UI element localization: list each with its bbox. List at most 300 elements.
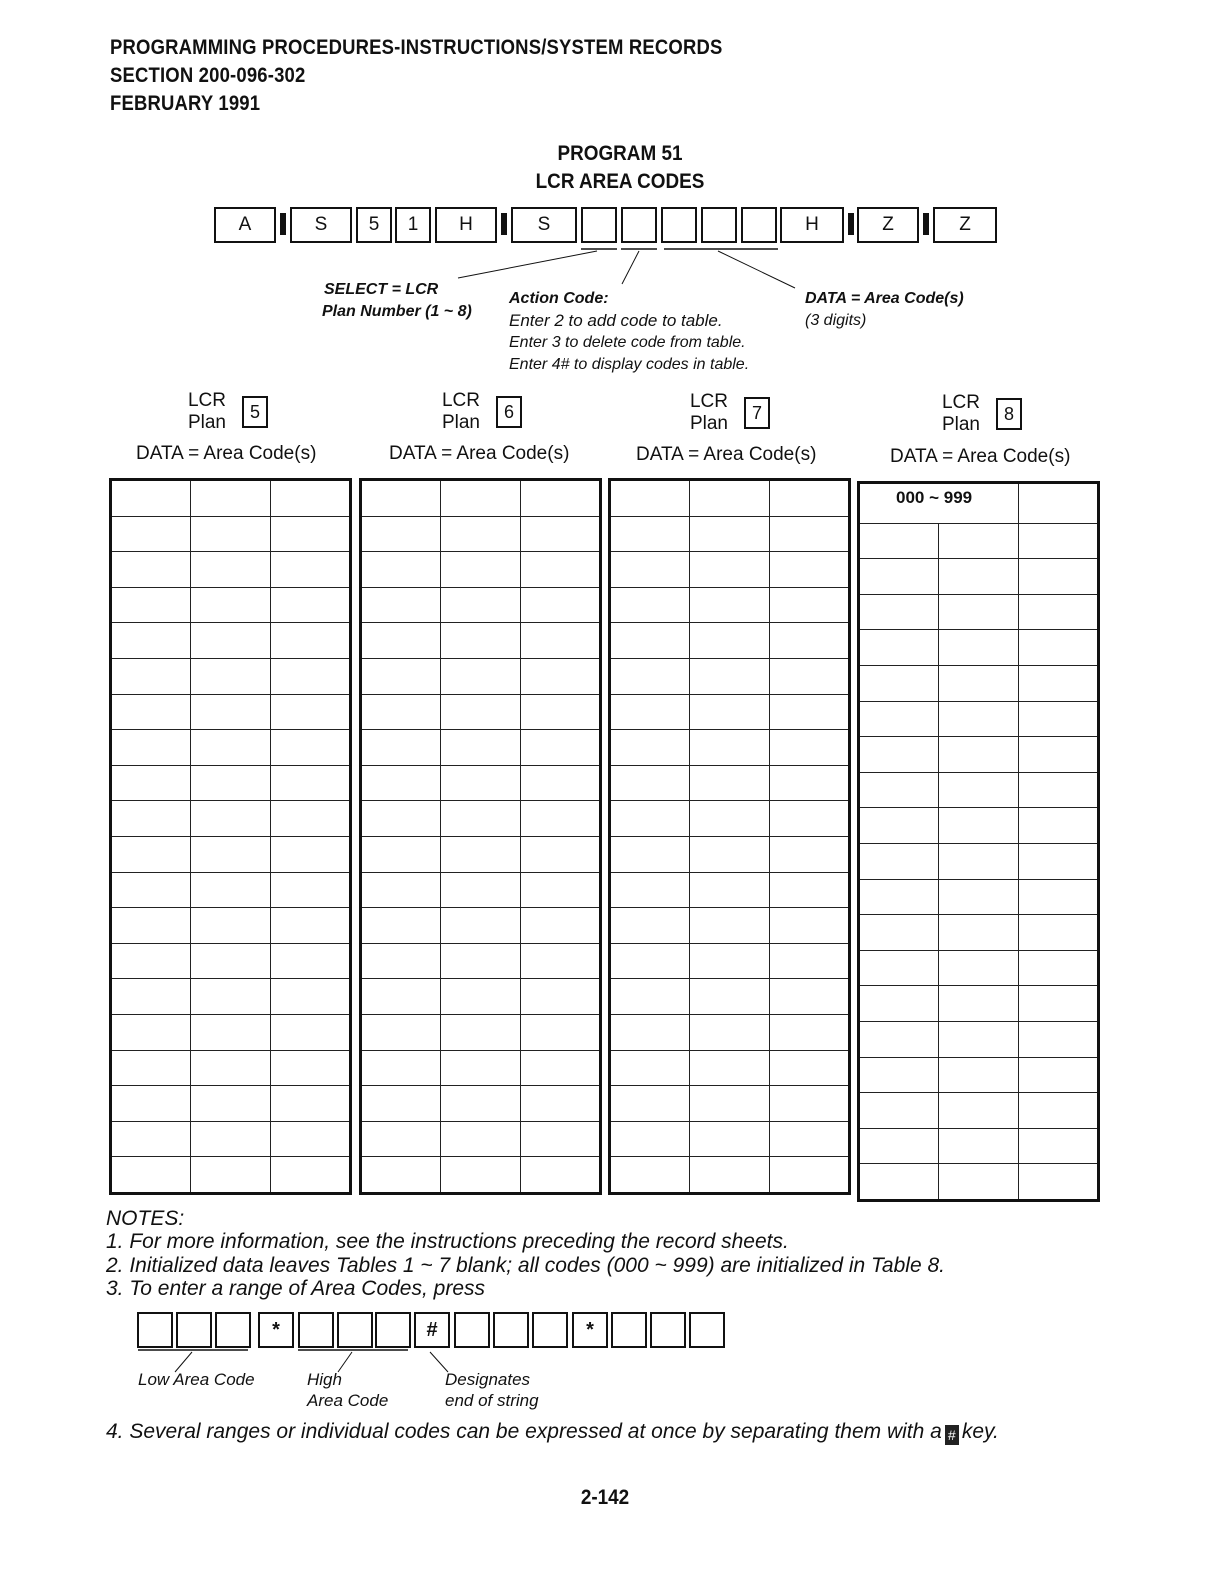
table-cell xyxy=(441,730,521,766)
key-box-h: H xyxy=(435,207,497,243)
table-cell xyxy=(521,1050,601,1086)
program-subtitle: LCR AREA CODES xyxy=(535,170,705,193)
table-cell xyxy=(111,1014,191,1050)
table-cell xyxy=(271,623,351,659)
table-cell xyxy=(610,1157,690,1194)
table-cell xyxy=(690,1157,770,1194)
digit-key-box xyxy=(137,1312,173,1348)
table-cell xyxy=(690,694,770,730)
table-cell xyxy=(1019,1093,1099,1129)
table-cell xyxy=(361,694,441,730)
table-cell xyxy=(441,658,521,694)
plan-plan-text: Plan xyxy=(689,413,728,434)
plan-label xyxy=(424,390,480,434)
table-cell xyxy=(521,943,601,979)
table-cell xyxy=(939,879,1019,915)
data-label-sub: (3 digits) xyxy=(805,312,867,329)
area-code-table-plan-7 xyxy=(608,478,851,1195)
table-cell xyxy=(361,658,441,694)
table-cell xyxy=(690,1014,770,1050)
plan-data-header: DATA = Area Code(s) xyxy=(136,443,317,464)
table-row xyxy=(111,801,351,837)
table-cell xyxy=(1019,1021,1099,1057)
table-cell xyxy=(1019,630,1099,666)
area-code-table-plan-8 xyxy=(857,481,1100,1202)
table-cell xyxy=(939,1164,1019,1201)
note-4 xyxy=(106,1420,999,1445)
table-row xyxy=(111,765,351,801)
table-row xyxy=(859,915,1099,951)
table-row xyxy=(361,480,601,517)
table-cell xyxy=(610,730,690,766)
table-cell xyxy=(1019,523,1099,559)
table-row xyxy=(111,1157,351,1194)
table-row xyxy=(859,630,1099,666)
table-cell xyxy=(859,843,939,879)
table-cell xyxy=(521,1086,601,1122)
table-cell xyxy=(770,836,850,872)
table-cell xyxy=(939,772,1019,808)
table-cell xyxy=(191,694,271,730)
table-cell xyxy=(111,658,191,694)
table-row xyxy=(111,480,351,517)
table-row xyxy=(859,1021,1099,1057)
table-row xyxy=(859,950,1099,986)
table-cell xyxy=(441,943,521,979)
key-box-s: S xyxy=(290,207,352,243)
table-cell xyxy=(690,1086,770,1122)
table-cell xyxy=(610,587,690,623)
digit-key-box xyxy=(375,1312,411,1348)
table-cell xyxy=(770,694,850,730)
table-cell xyxy=(859,559,939,595)
table-row xyxy=(859,701,1099,737)
action-code-3: Enter 3 to delete code from table. xyxy=(509,334,746,351)
hash-key-box: # xyxy=(414,1312,450,1348)
digit-key-box xyxy=(493,1312,529,1348)
table-cell xyxy=(521,765,601,801)
table-row xyxy=(111,658,351,694)
table-row xyxy=(361,658,601,694)
table-cell xyxy=(521,587,601,623)
table-cell xyxy=(111,1157,191,1194)
table-cell xyxy=(521,872,601,908)
plan-number-box: 8 xyxy=(996,398,1022,430)
table-row xyxy=(859,594,1099,630)
table-cell xyxy=(271,836,351,872)
table-cell xyxy=(191,836,271,872)
table-cell xyxy=(111,552,191,588)
table-cell xyxy=(521,694,601,730)
table-row xyxy=(859,559,1099,595)
table-cell xyxy=(191,801,271,837)
table-cell xyxy=(770,979,850,1015)
table-cell xyxy=(690,552,770,588)
note-1: 1. For more information, see the instructions preceding the record sheets. xyxy=(106,1230,789,1253)
table-cell xyxy=(610,943,690,979)
table-row xyxy=(859,1164,1099,1201)
select-label-1: SELECT = LCR xyxy=(324,281,439,298)
table-row xyxy=(610,587,850,623)
table-cell xyxy=(1019,879,1099,915)
table-cell xyxy=(191,872,271,908)
table-cell xyxy=(859,1093,939,1129)
table-row xyxy=(111,623,351,659)
table-row xyxy=(111,694,351,730)
table-cell xyxy=(690,943,770,979)
table-row xyxy=(859,665,1099,701)
table-row xyxy=(610,730,850,766)
table-cell xyxy=(770,801,850,837)
table-cell xyxy=(111,730,191,766)
key-box-1: 1 xyxy=(395,207,431,243)
table-cell xyxy=(1019,986,1099,1022)
key-box-s2: S xyxy=(511,207,577,243)
table-cell xyxy=(361,1014,441,1050)
area-code-table-plan-6 xyxy=(359,478,602,1195)
table-row xyxy=(859,1128,1099,1164)
table-cell xyxy=(939,915,1019,951)
table-cell xyxy=(191,908,271,944)
table-cell xyxy=(441,480,521,517)
table-cell xyxy=(610,1014,690,1050)
table-cell xyxy=(361,943,441,979)
table-row xyxy=(361,1086,601,1122)
table-cell xyxy=(610,908,690,944)
table-cell xyxy=(271,979,351,1015)
table-cell xyxy=(690,480,770,517)
plan-label xyxy=(924,392,980,436)
table-cell xyxy=(690,516,770,552)
table-cell xyxy=(859,665,939,701)
table-row xyxy=(361,908,601,944)
data-label-title: DATA = Area Code(s) xyxy=(805,290,964,307)
table-cell xyxy=(441,872,521,908)
table-row xyxy=(111,1086,351,1122)
range-label-end-1: Designates xyxy=(445,1370,531,1389)
action-code-title: Action Code: xyxy=(509,290,609,307)
plan-number-box: 7 xyxy=(744,397,770,429)
table-row xyxy=(111,552,351,588)
table-cell xyxy=(859,915,939,951)
table-cell xyxy=(191,1014,271,1050)
plan-plan-text: Plan xyxy=(941,414,980,435)
table-cell xyxy=(939,737,1019,773)
table-cell xyxy=(939,594,1019,630)
table-row xyxy=(610,908,850,944)
table-cell xyxy=(191,587,271,623)
table-cell xyxy=(1019,701,1099,737)
table-cell xyxy=(441,623,521,659)
plan-plan-text: Plan xyxy=(441,412,480,433)
table-cell xyxy=(111,979,191,1015)
table-row xyxy=(361,730,601,766)
table-cell xyxy=(690,623,770,659)
table-cell xyxy=(770,730,850,766)
table-row xyxy=(111,979,351,1015)
table-row xyxy=(610,480,850,517)
table-cell xyxy=(770,1121,850,1157)
table-cell xyxy=(610,836,690,872)
table-cell xyxy=(1019,843,1099,879)
table-cell xyxy=(1019,1128,1099,1164)
table-cell xyxy=(441,516,521,552)
table-row xyxy=(610,979,850,1015)
table-cell xyxy=(939,523,1019,559)
table-cell xyxy=(1019,559,1099,595)
table-cell xyxy=(610,552,690,588)
digit-key-box xyxy=(215,1312,251,1348)
table-row xyxy=(610,836,850,872)
table-row xyxy=(361,836,601,872)
table-cell xyxy=(271,658,351,694)
table-cell xyxy=(271,480,351,517)
table-row xyxy=(610,765,850,801)
table-cell xyxy=(610,979,690,1015)
table-cell xyxy=(770,872,850,908)
table-cell xyxy=(690,801,770,837)
table-cell xyxy=(361,730,441,766)
digit-key-box xyxy=(689,1312,725,1348)
table-cell xyxy=(271,908,351,944)
table-cell xyxy=(770,1050,850,1086)
table-cell xyxy=(521,1014,601,1050)
table-cell xyxy=(111,836,191,872)
table-cell xyxy=(939,630,1019,666)
table-cell xyxy=(690,730,770,766)
table-row xyxy=(111,730,351,766)
table-cell xyxy=(191,516,271,552)
table-cell xyxy=(939,559,1019,595)
table-cell xyxy=(770,480,850,517)
table-cell xyxy=(271,943,351,979)
table-row xyxy=(361,1014,601,1050)
digit-key-box xyxy=(532,1312,568,1348)
table-cell xyxy=(111,908,191,944)
table-cell xyxy=(610,872,690,908)
table-cell xyxy=(361,872,441,908)
table-cell xyxy=(361,801,441,837)
table-cell xyxy=(441,979,521,1015)
table-cell xyxy=(271,730,351,766)
table-cell xyxy=(690,658,770,694)
table-cell xyxy=(1019,950,1099,986)
table-cell xyxy=(690,872,770,908)
range-label-end-2: end of string xyxy=(445,1391,539,1410)
table-cell xyxy=(441,836,521,872)
table-row xyxy=(111,1121,351,1157)
table-cell xyxy=(770,908,850,944)
table-row xyxy=(610,801,850,837)
plan-label xyxy=(170,390,226,434)
table-cell xyxy=(610,480,690,517)
table-cell xyxy=(859,1021,939,1057)
table-row xyxy=(361,943,601,979)
table-cell xyxy=(610,1121,690,1157)
table-cell xyxy=(361,1086,441,1122)
table-row xyxy=(859,808,1099,844)
table-cell xyxy=(271,516,351,552)
table-row xyxy=(610,1086,850,1122)
table-cell xyxy=(610,1086,690,1122)
table-cell xyxy=(191,552,271,588)
table-cell xyxy=(441,1014,521,1050)
table-cell xyxy=(521,552,601,588)
table-row xyxy=(610,623,850,659)
table-row xyxy=(610,1157,850,1194)
table-cell xyxy=(770,765,850,801)
table-cell xyxy=(859,808,939,844)
table-cell xyxy=(521,480,601,517)
table-row xyxy=(361,694,601,730)
table-row xyxy=(859,1057,1099,1093)
digit-key-box xyxy=(611,1312,647,1348)
table-cell xyxy=(859,1164,939,1201)
note-2: 2. Initialized data leaves Tables 1 ~ 7 blank; all codes (000 ~ 999) are initialized in Table 8. xyxy=(106,1254,945,1277)
digit-key-box xyxy=(298,1312,334,1348)
digit-key-box xyxy=(650,1312,686,1348)
table-row xyxy=(610,658,850,694)
table-row xyxy=(859,737,1099,773)
table-cell xyxy=(111,872,191,908)
table-row xyxy=(361,979,601,1015)
table-row xyxy=(361,516,601,552)
table-cell xyxy=(610,658,690,694)
table-cell xyxy=(191,1157,271,1194)
table-cell xyxy=(111,1121,191,1157)
table-row xyxy=(361,1121,601,1157)
table-cell xyxy=(271,552,351,588)
table-row xyxy=(610,1050,850,1086)
table-row xyxy=(859,772,1099,808)
table-cell xyxy=(1019,1057,1099,1093)
table-cell xyxy=(859,630,939,666)
table-cell xyxy=(271,1050,351,1086)
table-cell xyxy=(271,1014,351,1050)
table-row xyxy=(610,516,850,552)
header-line-1: PROGRAMMING PROCEDURES-INSTRUCTIONS/SYSTEM RECORDS xyxy=(110,36,723,59)
plan-lcr-text: LCR xyxy=(187,390,226,411)
table-row xyxy=(361,1157,601,1194)
table-row xyxy=(610,1014,850,1050)
table-cell xyxy=(191,480,271,517)
table-cell xyxy=(859,737,939,773)
plan-plan-text: Plan xyxy=(187,412,226,433)
table-cell xyxy=(441,765,521,801)
table-cell xyxy=(521,623,601,659)
table-row xyxy=(859,843,1099,879)
table-cell xyxy=(1019,772,1099,808)
table-cell xyxy=(271,1157,351,1194)
table-row xyxy=(361,587,601,623)
key-box-z2: Z xyxy=(933,207,997,243)
table-cell xyxy=(361,836,441,872)
plan-label xyxy=(672,391,728,435)
table-cell xyxy=(690,908,770,944)
table-row xyxy=(859,986,1099,1022)
plan-data-header: DATA = Area Code(s) xyxy=(890,446,1071,467)
plan-lcr-text: LCR xyxy=(689,391,728,412)
table-cell xyxy=(361,516,441,552)
table-cell xyxy=(441,801,521,837)
table-cell xyxy=(361,765,441,801)
table-cell xyxy=(610,694,690,730)
table-cell xyxy=(441,1050,521,1086)
table-cell xyxy=(271,801,351,837)
table-cell xyxy=(271,765,351,801)
table-cell xyxy=(770,552,850,588)
table-cell xyxy=(521,730,601,766)
table-cell xyxy=(1019,1164,1099,1201)
table-row xyxy=(610,1121,850,1157)
table-cell xyxy=(361,1050,441,1086)
table-cell xyxy=(610,1050,690,1086)
table-row xyxy=(361,1050,601,1086)
table-row xyxy=(859,1093,1099,1129)
table-cell xyxy=(690,979,770,1015)
table-cell xyxy=(441,908,521,944)
table-cell xyxy=(271,587,351,623)
table-cell xyxy=(111,623,191,659)
key-box-5: 5 xyxy=(356,207,392,243)
table-row xyxy=(610,943,850,979)
table-cell xyxy=(770,658,850,694)
table-cell xyxy=(111,1086,191,1122)
table-cell xyxy=(441,1157,521,1194)
table-cell xyxy=(770,1014,850,1050)
table-cell xyxy=(191,1121,271,1157)
note-4-end: key. xyxy=(961,1420,999,1443)
table-cell xyxy=(690,1050,770,1086)
table-cell xyxy=(770,943,850,979)
table-cell xyxy=(111,801,191,837)
table-cell xyxy=(859,950,939,986)
plan-data-header: DATA = Area Code(s) xyxy=(389,443,570,464)
table-cell xyxy=(521,1157,601,1194)
table-cell xyxy=(1019,915,1099,951)
table-cell xyxy=(939,1128,1019,1164)
digit-key-box xyxy=(176,1312,212,1348)
table-cell xyxy=(859,1057,939,1093)
table-cell xyxy=(111,765,191,801)
table-cell xyxy=(770,587,850,623)
table-row xyxy=(111,943,351,979)
table-cell xyxy=(521,836,601,872)
table-cell xyxy=(191,765,271,801)
table-cell xyxy=(191,730,271,766)
table-cell xyxy=(361,1157,441,1194)
table-cell xyxy=(939,665,1019,701)
table-cell xyxy=(521,516,601,552)
table-cell xyxy=(939,1057,1019,1093)
table-cell xyxy=(939,808,1019,844)
table-cell xyxy=(191,943,271,979)
table-row xyxy=(610,694,850,730)
table-row xyxy=(111,587,351,623)
table-cell xyxy=(939,1093,1019,1129)
table-cell xyxy=(939,1021,1019,1057)
key-box-z: Z xyxy=(857,207,919,243)
table-row xyxy=(610,872,850,908)
table-cell xyxy=(770,1086,850,1122)
plan-number-box: 6 xyxy=(496,396,522,428)
table-cell xyxy=(521,979,601,1015)
digit-key-box xyxy=(337,1312,373,1348)
table-cell xyxy=(690,765,770,801)
table-cell xyxy=(859,986,939,1022)
table-cell xyxy=(111,516,191,552)
digit-key-box xyxy=(454,1312,490,1348)
